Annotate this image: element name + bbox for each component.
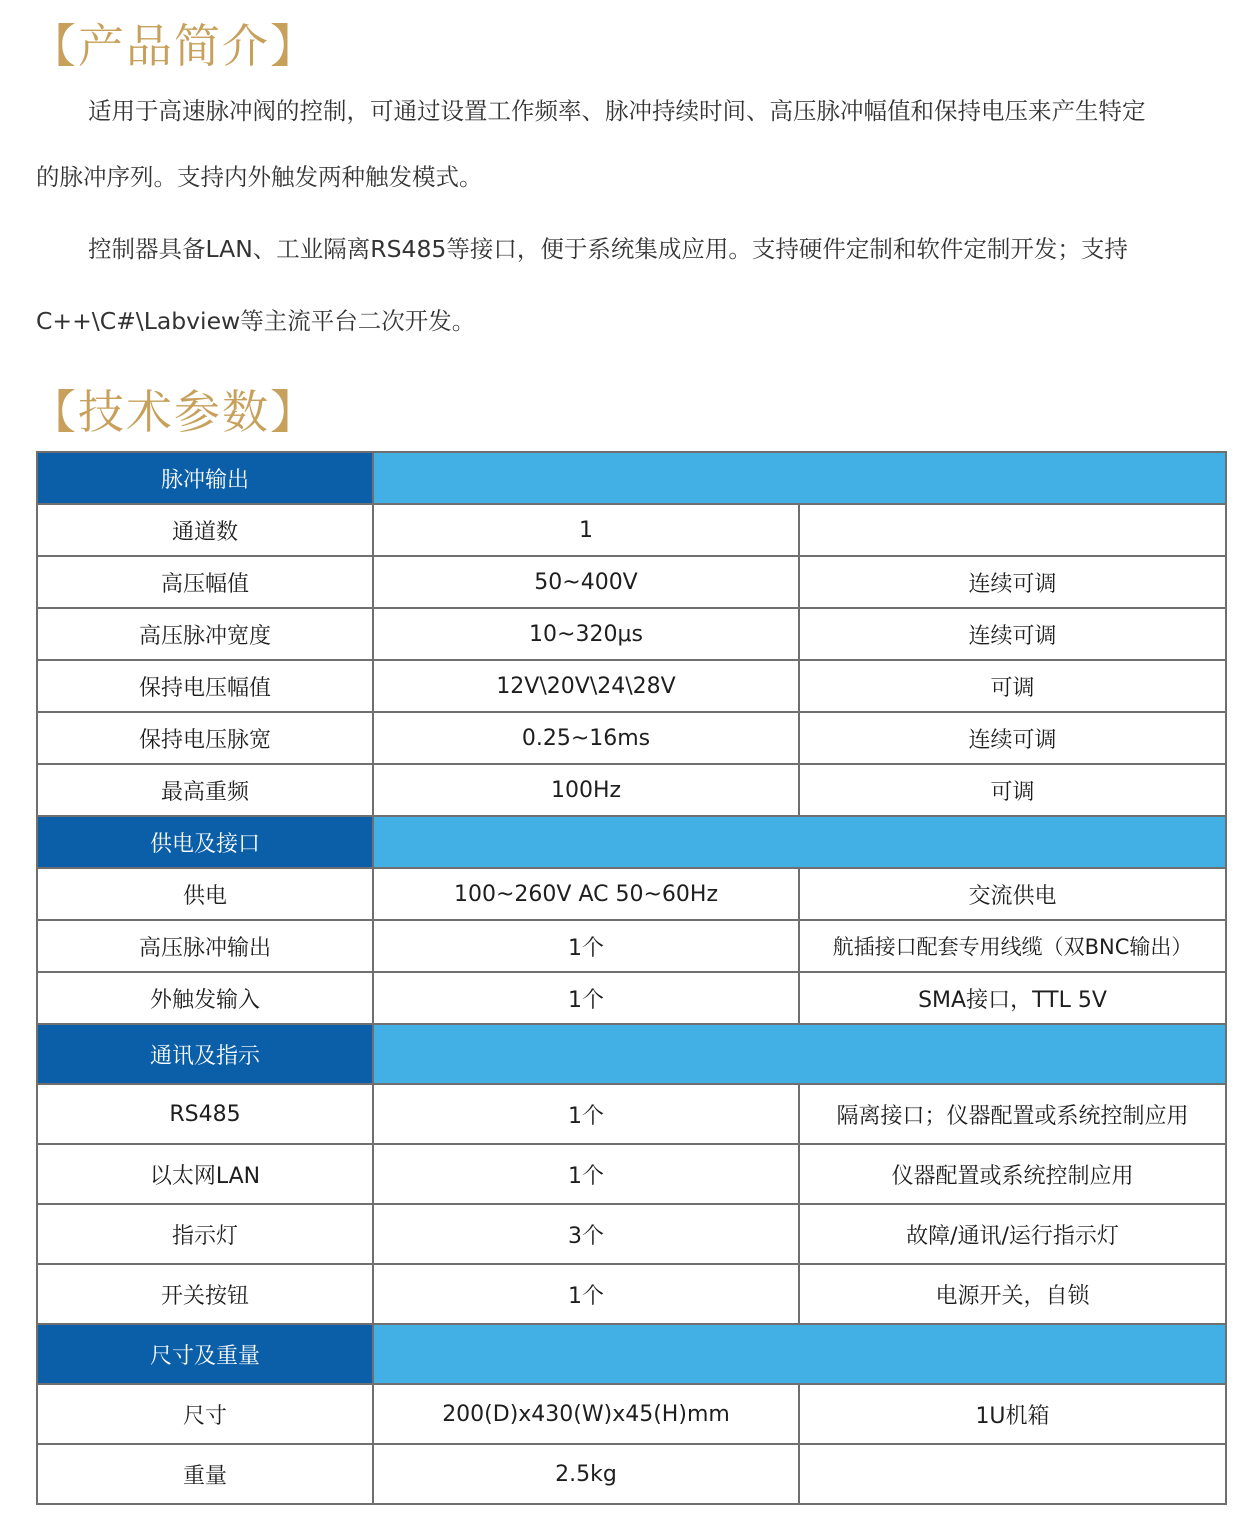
spec-section-header-fill: [373, 816, 1226, 868]
spec-section-header-fill: [373, 1024, 1226, 1084]
intro-paragraph-1-line-1: 适用于高速脉冲阀的控制，可通过设置工作频率、脉冲持续时间、高压脉冲幅值和保持电压来产生特定: [88, 97, 1146, 125]
spec-row: [37, 764, 1226, 816]
spec-row: [37, 972, 1226, 1024]
spec-param-value: 1个: [373, 972, 799, 1024]
spec-param-value: 50~400V: [373, 556, 799, 608]
spec-row: [37, 608, 1226, 660]
spec-param-note: 1U机箱: [799, 1384, 1226, 1444]
intro-section-title: 【产品简介】: [30, 19, 318, 73]
spec-param-name: 指示灯: [37, 1204, 373, 1264]
spec-row: [37, 660, 1226, 712]
spec-param-name: 最高重频: [37, 764, 373, 816]
spec-param-name: 保持电压幅值: [37, 660, 373, 712]
spec-param-name: 高压脉冲宽度: [37, 608, 373, 660]
spec-param-name: 开关按钮: [37, 1264, 373, 1324]
spec-param-note: 仪器配置或系统控制应用: [799, 1144, 1226, 1204]
spec-param-value: 10~320μs: [373, 608, 799, 660]
spec-param-note: 交流供电: [799, 868, 1226, 920]
specs-section-title: 【技术参数】: [30, 385, 318, 439]
intro-paragraph-2-line-2: C++\C#\Labview等主流平台二次开发。: [36, 307, 476, 335]
spec-param-name: RS485: [37, 1084, 373, 1144]
spec-param-name: 保持电压脉宽: [37, 712, 373, 764]
spec-param-value: 1个: [373, 1264, 799, 1324]
spec-param-name: 外触发输入: [37, 972, 373, 1024]
spec-param-value: 100Hz: [373, 764, 799, 816]
spec-row: [37, 868, 1226, 920]
spec-param-name: 尺寸: [37, 1384, 373, 1444]
spec-param-value: 200(D)x430(W)x45(H)mm: [373, 1384, 799, 1444]
spec-table: [36, 451, 1227, 1505]
spec-param-note: 电源开关，自锁: [799, 1264, 1226, 1324]
intro-paragraph-1: [36, 92, 1242, 202]
spec-row: [37, 1444, 1226, 1504]
intro-paragraph-2-line-1: 控制器具备LAN、工业隔离RS485等接口，便于系统集成应用。支持硬件定制和软件定制开发；支持: [88, 235, 1128, 263]
spec-section-header-label: 脉冲输出: [37, 452, 373, 504]
spec-section-header-label: 供电及接口: [37, 816, 373, 868]
spec-param-value: 1个: [373, 1144, 799, 1204]
spec-section-header: [37, 1024, 1226, 1084]
spec-section-header-label: 通讯及指示: [37, 1024, 373, 1084]
spec-section-header: [37, 816, 1226, 868]
spec-param-value: 12V\20V\24\28V: [373, 660, 799, 712]
spec-param-value: 2.5kg: [373, 1444, 799, 1504]
spec-section-header-label: 尺寸及重量: [37, 1324, 373, 1384]
spec-param-note: 航插接口配套专用线缆（双BNC输出）: [799, 920, 1226, 972]
spec-param-name: 通道数: [37, 504, 373, 556]
spec-param-name: 高压幅值: [37, 556, 373, 608]
spec-param-value: 3个: [373, 1204, 799, 1264]
spec-param-note: [799, 504, 1226, 556]
spec-row: [37, 1144, 1226, 1204]
spec-param-note: 连续可调: [799, 608, 1226, 660]
intro-paragraph-2: [36, 230, 1242, 340]
spec-section-header-fill: [373, 1324, 1226, 1384]
spec-param-note: 故障/通讯/运行指示灯: [799, 1204, 1226, 1264]
spec-row: [37, 1384, 1226, 1444]
spec-param-note: 隔离接口；仪器配置或系统控制应用: [799, 1084, 1226, 1144]
intro-paragraph-1-line-2: 的脉冲序列。支持内外触发两种触发模式。: [36, 163, 483, 191]
spec-param-note: 连续可调: [799, 712, 1226, 764]
spec-param-note: [799, 1444, 1226, 1504]
spec-param-name: 重量: [37, 1444, 373, 1504]
spec-param-name: 高压脉冲输出: [37, 920, 373, 972]
spec-row: [37, 712, 1226, 764]
spec-param-note: SMA接口，TTL 5V: [799, 972, 1226, 1024]
spec-param-note: 可调: [799, 764, 1226, 816]
spec-param-name: 供电: [37, 868, 373, 920]
spec-param-value: 1个: [373, 920, 799, 972]
spec-param-value: 1: [373, 504, 799, 556]
spec-param-value: 1个: [373, 1084, 799, 1144]
spec-section-header: [37, 452, 1226, 504]
spec-row: [37, 1264, 1226, 1324]
spec-param-value: 100~260V AC 50~60Hz: [373, 868, 799, 920]
spec-param-note: 可调: [799, 660, 1226, 712]
spec-row: [37, 1084, 1226, 1144]
spec-param-note: 连续可调: [799, 556, 1226, 608]
spec-section-header-fill: [373, 452, 1226, 504]
spec-param-value: 0.25~16ms: [373, 712, 799, 764]
spec-row: [37, 504, 1226, 556]
spec-param-name: 以太网LAN: [37, 1144, 373, 1204]
spec-row: [37, 1204, 1226, 1264]
spec-row: [37, 920, 1226, 972]
spec-section-header: [37, 1324, 1226, 1384]
spec-row: [37, 556, 1226, 608]
